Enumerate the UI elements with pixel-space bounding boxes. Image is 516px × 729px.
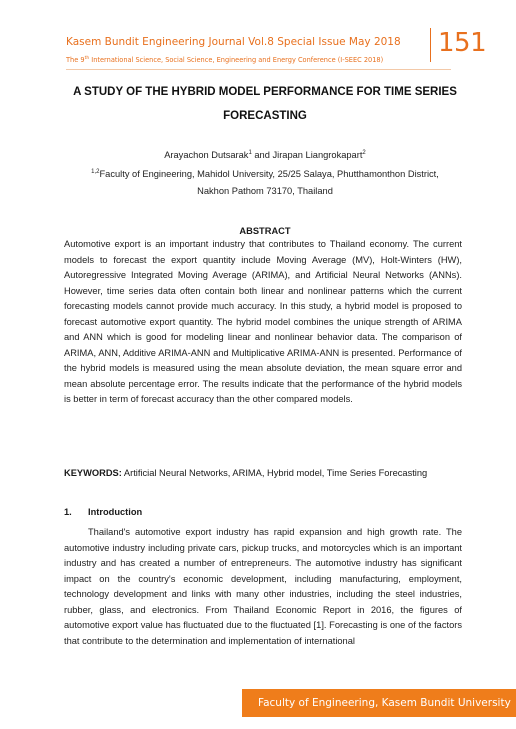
keywords-line (64, 468, 464, 478)
section-number: 1. (64, 507, 72, 517)
header-divider (66, 69, 451, 70)
journal-header: Kasem Bundit Engineering Journal Vol.8 Special Issue May 2018 (66, 36, 401, 48)
section-heading-introduction (64, 507, 142, 517)
conference-name: International Science, Social Science, Engineering and Energy Conference (I-SEEC 2018) (89, 56, 384, 65)
abstract-body: Automotive export is an important industry that contributes to Thailand economy. The current models to forecast the export quantity include Moving Average (MV), Holt-Winters (HW), Autoregressive Integrated Moving Average (ARIMA), and Artificial Neural Networks (ANNs). However, time series data often contain both linear and nonlinear patterns which the current forecasting models cannot provide much accuracy. In this study, a hybrid model is proposed to forecast automotive export quantity. The hybrid model combines the unique strength of ARIMA and ANN which is good for modeling linear and nonlinear behavior data. The comparison of ARIMA, ANN, Additive ARIMA-ANN and Multiplicative ARIMA-ANN is presented. Performance of the hybrid models is measured using the mean absolute deviation, the mean square error and mean absolute percentage error. The results indicate that the performance of the hybrid models is better in term of forecast accuracy than the other compared models. (64, 239, 462, 404)
author-line (60, 150, 470, 160)
affiliation-sup: 1,2 (91, 169, 100, 175)
author-conjunction: and (251, 150, 273, 161)
author-2-sup: 2 (362, 150, 366, 156)
author-1-sup: 1 (248, 150, 252, 156)
paper-title-line-1: A STUDY OF THE HYBRID MODEL PERFORMANCE FOR TIME SERIES (73, 86, 457, 98)
conference-header (66, 56, 383, 64)
introduction-body: Thailand's automotive export industry has rapid expansion and high growth rate. The automotive industry including private cars, pickup trucks, and motorcycles which is an important industry and has created a number of entrepreneurs. The automotive industry has significant impact on the country's economic development, including manufacturing, employment, technology development and links with many other industries, including the steel industries, rubber, glass, and electronics. From Thailand Economic Report in 2016, the figures of automotive export value has fluctuated due to the fluctuated [1]. Forecasting is one of the factors that contribute to the determination and implementation of international (64, 527, 462, 646)
abstract-heading: ABSTRACT (239, 226, 291, 236)
keywords-text: Artificial Neural Networks, ARIMA, Hybrid model, Time Series Forecasting (121, 468, 428, 478)
page-number: 151 (438, 28, 487, 58)
conference-ordinal: th (84, 56, 90, 61)
affiliation-text-1: Faculty of Engineering, Mahidol University, 25/25 Salaya, Phutthamonthon District, (99, 169, 439, 180)
page-number-divider (430, 28, 431, 62)
footer-text: Faculty of Engineering, Kasem Bundit University (258, 697, 511, 709)
affiliation-line-2: Nakhon Pathom 73170, Thailand (197, 186, 333, 196)
affiliation-line-1 (60, 169, 470, 179)
keywords-label: KEYWORDS: (64, 468, 122, 478)
author-2: Jirapan Liangrokapart (272, 150, 363, 161)
footer-bar (242, 689, 516, 717)
author-1: Arayachon Dutsarak (164, 150, 249, 161)
conference-prefix: The 9 (66, 56, 85, 65)
section-title: Introduction (88, 507, 143, 517)
paper-title-line-2: FORECASTING (223, 110, 307, 122)
